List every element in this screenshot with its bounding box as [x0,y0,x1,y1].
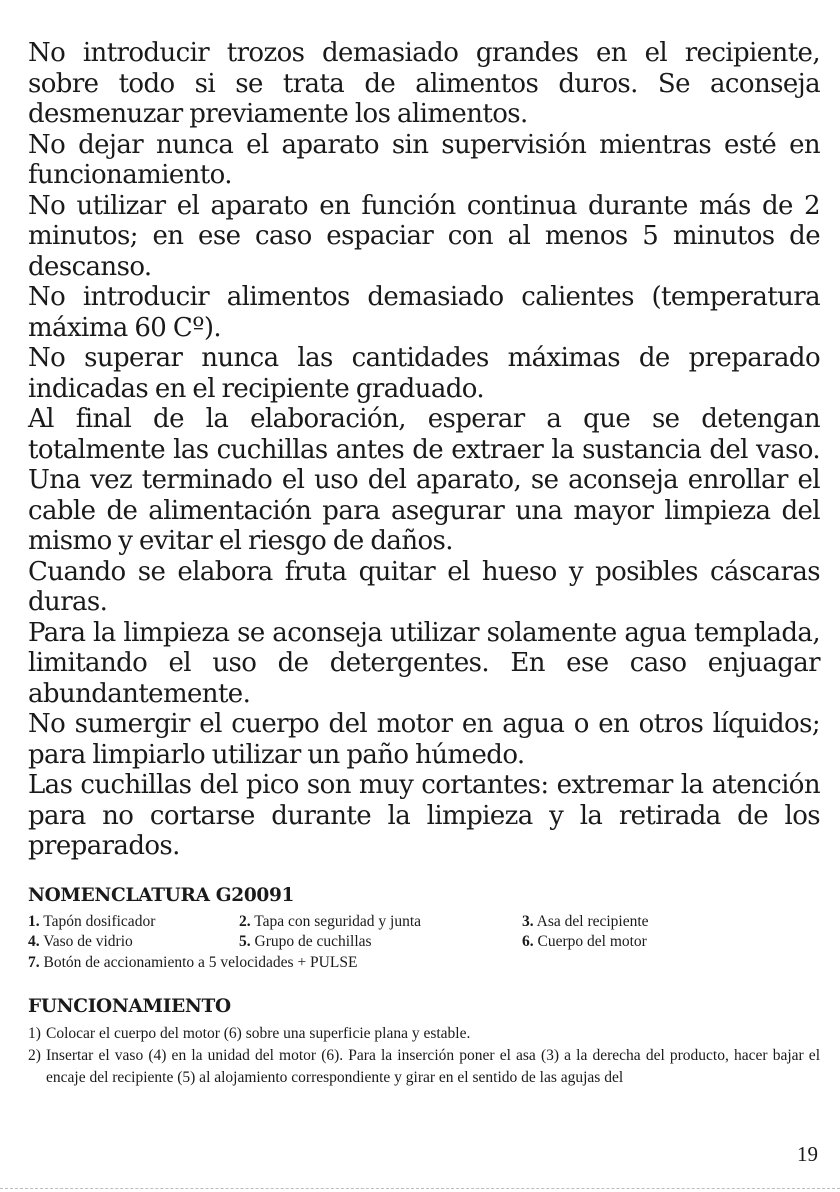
nomenclature-row [28,932,820,953]
warning-paragraph: No superar nunca las cantidades máximas de preparado indicadas en el recipiente graduado. [28,343,820,404]
manual-page [28,38,820,1089]
page-number: 19 [797,1142,818,1166]
step-text: Colocar el cuerpo del motor (6) sobre una superficie plana y estable. [46,1025,471,1042]
nomenclature-row [28,912,820,933]
warning-paragraph: No sumergir el cuerpo del motor en agua o en otros líquidos; para limpiarlo utilizar un paño húmedo. [28,709,820,770]
warning-paragraph: No utilizar el aparato en función continua durante más de 2 minutos; en ese caso espaciar con al menos 5 minutos de descanso. [28,190,820,282]
warning-paragraph: No introducir trozos demasiado grandes en el recipiente, sobre todo si se trata de alimentos duros. Se aconseja desmenuzar previamente los alimentos. [28,38,820,129]
nomenclature-list [28,912,820,974]
bottom-divider [0,1188,840,1189]
nomenclature-row [28,953,820,974]
warning-paragraph: Las cuchillas del pico son muy cortantes: extremar la atención para no cortarse durante la limpieza y la retirada de los preparados. [28,770,820,861]
warnings-block [28,38,820,862]
operation-step [28,1045,820,1089]
nomenclature-item: 7. Botón de accionamiento a 5 velocidades + PULSE [28,953,358,971]
nomenclature-item: 5. Grupo de cuchillas [239,933,372,950]
step-number: 1) [28,1025,41,1042]
warning-paragraph: Para la limpieza se aconseja utilizar solamente agua templada, limitando el uso de detergentes. En ese caso enjuagar abundantemente. [28,617,820,709]
nomenclature-title: NOMENCLATURA G20091 [28,884,295,906]
operation-title: FUNCIONAMIENTO [28,996,231,1017]
warning-paragraph: No introducir alimentos demasiado calientes (temperatura máxima 60 Cº). [28,282,820,343]
nomenclature-item: 4. Vaso de vidrio [28,933,133,950]
operation-steps [28,1023,820,1089]
nomenclature-item: 1. Tapón dosificador [28,912,156,930]
nomenclature-item: 3. Asa del recipiente [522,912,649,930]
step-text: Insertar el vaso (4) en la unidad del motor (6). Para la inserción poner el asa (3) a la derecha del producto, hacer bajar el encaje del recipiente (5) al alojamiento correspondiente y girar en el sentido de las agujas del [46,1047,820,1086]
nomenclature-item: 2. Tapa con seguridad y junta [239,912,422,930]
warning-paragraph: Cuando se elabora fruta quitar el hueso y posibles cáscaras duras. [28,556,820,617]
step-number: 2) [28,1047,41,1064]
nomenclature-item: 6. Cuerpo del motor [522,933,647,950]
operation-section [28,995,820,1089]
nomenclature-section [28,884,820,974]
operation-step [28,1023,820,1045]
warning-paragraph: Al final de la elaboración, esperar a que se detengan totalmente las cuchillas antes de extraer la sustancia del vaso. Una vez terminado el uso del aparato, se aconseja enrollar el cable de alimentación para asegurar una mayor limpieza del mismo y evitar el riesgo de daños. [28,404,820,556]
warning-paragraph: No dejar nunca el aparato sin supervisión mientras esté en funcionamiento. [28,129,820,190]
